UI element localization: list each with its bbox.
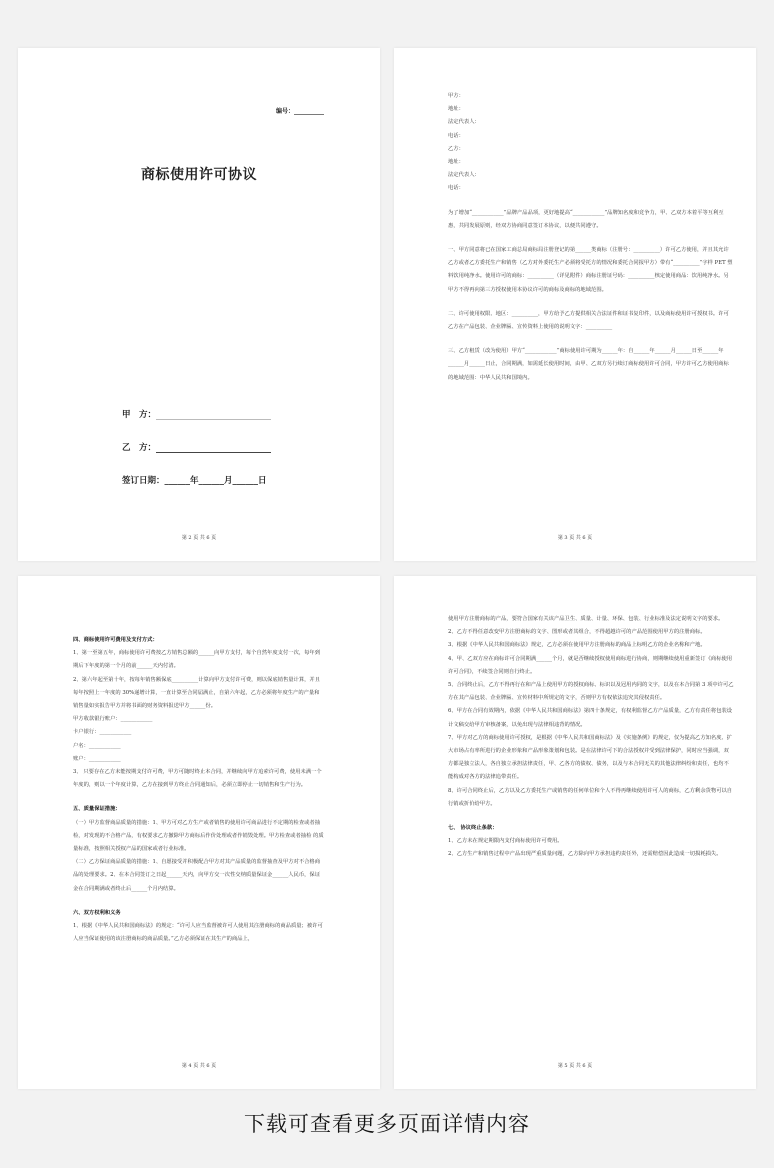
section-heading-7: 七、 协议终止条款： [448,825,498,832]
section-heading-6: 六、双方权利和义务 [73,909,121,916]
document-title: 商标使用许可协议 [141,167,257,183]
clause-6-4: 4、甲、乙双方应在商标许可合同期满______个月，就是否继续授权使用商标进行协商，则期继续使用重新签订《商标使用许可合同》，不续签合同则自行终止。 [448,655,733,675]
document-page-4 [394,576,756,1089]
clause-6-7: 7、甲方对乙方的商标使用许可授权，是根据《中华人民共和国商标法》及《实施条例》的规定，仅为提高乙方知名度、扩大市场占有率所进行的企业形象和产品形象策划和包装。是在法律许可下的合法授权并受到法律保护，同时应当强调，双方都是独立法人，各自独立承担法律责任，甲、乙各方的债权、债务，以及与本合同无关的其他法律纠纷和责任，也均不能构成对各方的法律追带责任。 [448,734,733,781]
clause-1: 一、甲方同意将已在国家工商总局商标局注册登记的第______类商标（注册号：__________）许可乙方使用，并且其允许乙方或者乙方委托生产和销售（乙方对外委托生产必须将受托方的情况和委托合同报甲方）带有“__________”字样 PET 塑料饮用纯净水。使用许可的商标：__________（详见附件）商标注册证号码：__________核定使用商品：饮用纯净水。另甲方不得再向第三方授权使用本协议许可的商标及商标的地域范围。 [448,247,733,293]
document-page-2 [394,48,756,561]
clause-6-1-cont: 使用甲方注册商标的产品，要符合国家有关该产品卫生、质量、计量、环保、包装、行业标准及法定说明文字的要求。 [448,616,724,622]
download-caption: 下载可查看更多页面详情内容 [244,1112,530,1136]
party-b-signature [122,441,271,453]
holder-line: 户名：____________ [73,742,121,749]
clause-6-2: 2、乙方不得任意改变甲方注册商标的文字、图形或者其组合，不得超越许可的产品范围使用甲方的注册商标。 [448,629,706,636]
clause-4-2: 2、第六年起至第十年，按每年销售额保底__________计算向甲方支付许可费，则以保底销售量计算，并且每年按照上一年度的 30%递增计算，一直计算至合同届满止，自第六年起，乙方必须将年度生产的产量和销售量如实报告甲方并将书面的财务资料报送甲方______份。 [73,676,321,710]
clause-6-5: 5、合同终止后，乙方不得再行在和产品上使用甲方的授权商标、标识以及冠用内同的文字，以及在本合同第 3 项中许可乙方在其产品包装、企业牌匾、宣传材料中所规定的文字，否则甲方有权依法追究其侵权责任。 [448,682,734,702]
clause-3: 三、乙方租赁（改为使用）甲方“____________”商标使用许可期为______年：自______年______月______日至______年______月______日止，合同期满，如需延长使用时间，由甲、乙双方另行续订商标使用许可合同，甲方许可乙方使用商标的地域范围：中华人民共和国境内。 [448,348,729,381]
clause-6-3: 3、根据《中华人民共和国商标法》规定，乙方必须在使用甲方注册商标的商品上标明乙方的企业名称和产地。 [448,642,706,649]
party-a-field: 甲方： [448,93,464,99]
clause-5-2: （二）乙方保证商品质量的措施：1、自愿接受并积极配合甲方对其产品质量的监督抽查及甲方对不合格商品的处理要求。2、在本合同签订之日起______天内，向甲方交一次性交纳质量保证金______人民币，保证金在合同期满或者终止后______个月内结算。 [73,859,321,892]
page-footer: 第 5 页 共 6 页 [557,1063,593,1069]
clause-4-3: 3、 只要存在乙方未能按期支付许可费，甲方可随时终止本合同，并继续向甲方追索许可费，使用未满一个年度的，则以一个年度计算，乙方在接到甲方终止合同通知后，必须立即停止一切销售和生产行为。 [73,769,322,789]
phone-field: 电话： [448,185,464,192]
document-page-3 [18,576,380,1089]
address-field: 地址： [448,106,464,113]
phone-field: 电话： [448,132,464,139]
party-a-label: 甲 方： [122,410,157,420]
document-page-cover [18,48,380,561]
page-footer: 第 4 页 共 6 页 [181,1063,217,1069]
address-field: 地址： [448,159,464,166]
bank-line: 卡户银行：____________ [73,729,132,736]
party-b-line [156,444,271,453]
section-heading-5: 五、质量保证措施： [73,806,121,813]
clause-7-2: 2、乙方生产和销售过程中产品出现严重质量问题，乙方除向甲方承担违约责任外，还需赔偿因此造成一切损耗损失。 [448,851,722,858]
page-body [448,90,734,385]
clause-6-1: 1、根据《中华人民共和国商标法》的规定：“许可人应当监督被许可人使用其注册商标的商品质量；被许可人应当保证使用的该注册商标的商品质量。”乙方必须保证在其生产的商品上， [73,923,323,943]
document-number: 编号：__________ [275,108,324,115]
clause-2: 二、许可使用权限、地区：__________，甲方给予乙方提供相关合法证件和证书复印件，以及商标使用许可授权书。许可乙方在产品包装、企业牌匾、宣传资料上使用的说明文字：__________ [448,310,729,331]
clause-6-6: 6、甲方在合同有效期内，依据《中华人民共和国商标法》第四十条规定，有权利监督乙方产品质量，乙方有责任将包装设计文稿交给甲方审核备案，以免出现与法律相违背的情况。 [448,708,733,728]
page-body [448,613,734,862]
party-a-signature [122,408,271,420]
legal-rep-field: 法定代表人： [448,119,480,126]
legal-rep-field: 法定代表人： [448,172,480,179]
section-heading-4: 四、商标使用许可费用及支付方式： [73,637,158,643]
party-b-field: 乙方： [448,145,464,152]
clause-5-1: （一）甲方监督商品质量的措施：1、甲方可对乙方生产或者销售的使用许可商品进行不定期的检查或者抽检，对发现的不合格产品，有权要求乙方撤除甲方商标后作价处理或者作销毁处理。甲方检查或者抽检 的质量标准，按照相关授权产品的国家或者行业标准。 [73,819,324,853]
clause-6-8: 8、许可合同终止后，乙方以及乙方委托生产或销售的任何单位和个人不得再继续使用许可人的商标，乙方剩余货物可以自行销或折价给甲方。 [448,787,733,807]
page-footer: 第 2 页 共 6 页 [181,535,217,541]
page-body [73,634,324,946]
party-a-line [156,411,271,420]
account-line: 账户：____________ [73,755,121,762]
page-footer: 第 3 页 共 6 页 [557,535,593,541]
clause-7-1: 1、乙方未在规定期限内支付商标使用许可费用。 [448,838,563,845]
bank-account-line: 甲方收款银行账户：____________ [73,716,153,723]
sign-date: 签订日期：______年______月______日 [122,476,267,486]
clause-4-1: 1、第一至第五年，商标使用许可费按乙方销售总额的______向甲方支付，每个自然年度支付一次，每年到期后下年度的第一个月的前______天内付清。 [73,650,321,670]
party-b-label: 乙 方： [122,443,157,453]
intro-paragraph: 为了增加“____________”品牌产品品项，更好地提高“____________”品牌知名度和竞争力，甲、乙双方本着平等互利互惠，共同发展原则，经双方协商同意签订本协议，以便共同遵守。 [448,209,724,229]
